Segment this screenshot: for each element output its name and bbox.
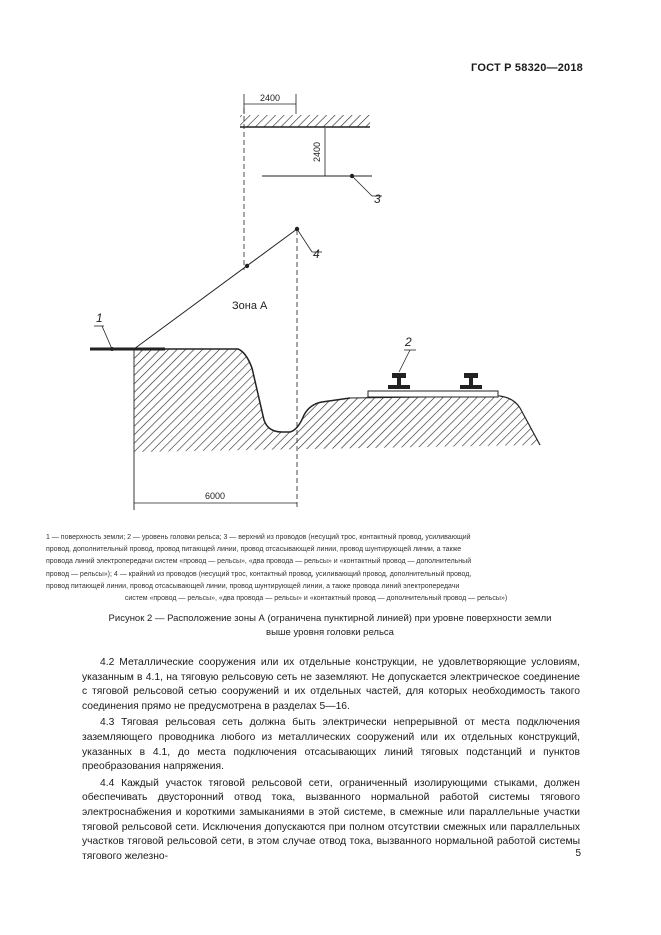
- page-number: 5: [575, 848, 581, 859]
- rail-left: [388, 373, 410, 389]
- label-4: 4: [313, 247, 320, 261]
- dimension-bottom: [134, 491, 297, 503]
- dimension-top: [244, 93, 296, 114]
- legend-line: 1 — поверхность земли; 2 — уровень головки рельса; 3 — верхний из проводов (несущий трос, контактный провод, усиливающий: [46, 534, 471, 541]
- zone-a-label: Зона А: [232, 300, 268, 312]
- body-text: [82, 656, 580, 866]
- sleeper: [368, 391, 498, 397]
- boundary-midpoint: [245, 264, 249, 268]
- caption-line: выше уровня головки рельса: [266, 627, 394, 638]
- rail-right: [460, 373, 482, 389]
- legend-line: провод — рельсы»); 4 — крайний из проводов (несущий трос, контактный провод, усиливающий провод, дополнительный провод,: [46, 570, 472, 578]
- caption-line: Рисунок 2 — Расположение зоны А (ограничена пунктирной линией) при уровне поверхности земли: [108, 613, 552, 624]
- figure-legend: [46, 532, 586, 605]
- paragraph-4-4: 4.4 Каждый участок тяговой рельсовой сети, ограниченный изолирующими стыками, должен обеспечивать двусторонний отвод тока, вызванного нормальной работой системы тягового электроснабжения и короткими замыканиями в этой системе, в смежные или параллельные участки тяговой рельсовой сети. Исключения допускаются при полном отсутствии смежных или параллельных участков тяговой рельсовой сети, в этом случае отвод тока, вызванного нормальной работой системы тягового железно-: [82, 777, 580, 862]
- label-3: 3: [374, 192, 381, 206]
- ceiling-structure: [240, 115, 370, 127]
- zone-boundary-diagonal: [134, 229, 297, 349]
- figure-caption: [60, 612, 600, 640]
- paragraph-4-2: 4.2 Металлические сооружения или их отдельные конструкции, не удовлетворяющие условиям, указанным в 4.1, на тяговую рельсовую сеть не заземляют. Не допускается электрическое соединение с тяговой рельсовой сетью сооружений и их отдельных частей, для которых необходимость такого соединения прямо не предусмотрена в разделах 5—16.: [82, 657, 580, 712]
- dimension-vertical: [312, 128, 325, 176]
- dim-bottom-label: 6000: [204, 491, 226, 501]
- legend-line: систем «провод — рельсы», «два провода — рельсы» и «контактный провод — дополнительный провод — рельсы»): [124, 595, 508, 603]
- label-2: 2: [405, 335, 412, 349]
- dim-vertical-label: 2400: [312, 141, 322, 163]
- legend-line: провода линий электропередачи систем «провод — рельсы», «два провода — рельсы» и «контактный провод — дополнительный: [46, 558, 472, 566]
- legend-line: провод питающей линии, провод отсасывающей линии, провод шунтирующей линии, а также провода линий электропередачи: [46, 582, 460, 590]
- document-header: ГОСТ Р 58320—2018: [471, 62, 583, 74]
- dim-top-label: 2400: [259, 93, 281, 103]
- label-1: 1: [96, 311, 103, 325]
- paragraph-4-3: 4.3 Тяговая рельсовая сеть должна быть электрически непрерывной от места подключения заземляющего проводника любого из металлических сооружений или их отдельных конструкций, указанных в 4.1, до места подключения отсасывающих линий тяговых подстанций и пунктов преобразования напряжения.: [82, 717, 580, 773]
- legend-line: провод, дополнительный провод, провод питающей линии, провод отсасывающей линии, провод шунтирующей линии, а также: [46, 546, 462, 554]
